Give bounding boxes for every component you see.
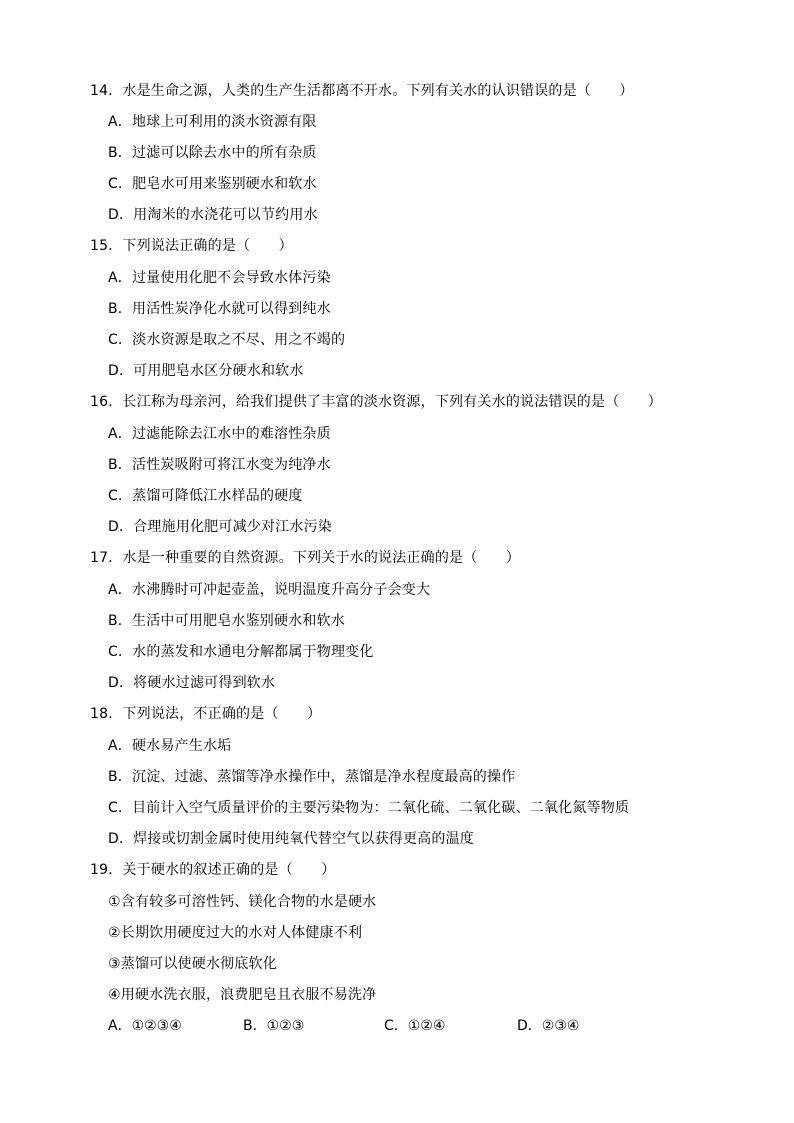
option-c: C．水的蒸发和水通电分解都属于物理变化 (108, 644, 374, 660)
statement-2: ②长期饮用硬度过大的水对人体健康不利 (108, 925, 363, 941)
question-stem: 15．下列说法正确的是（ ） (90, 238, 293, 254)
choice-b: B．①②③ (243, 1018, 305, 1034)
option-b: B．活性炭吸附可将江水变为纯净水 (108, 457, 331, 473)
option-c: C．淡水资源是取之不尽、用之不竭的 (108, 332, 346, 348)
option-b: B．用活性炭净化水就可以得到纯水 (108, 301, 331, 317)
option-c: C．蒸馏可降低江水样品的硬度 (108, 488, 303, 504)
choice-c: C．①②④ (384, 1018, 446, 1034)
question-stem: 19．关于硬水的叙述正确的是（ ） (90, 862, 336, 878)
question-stem: 18．下列说法，不正确的是（ ） (90, 706, 322, 722)
choice-a: A．①②③④ (108, 1018, 182, 1034)
option-a: A．过滤能除去江水中的难溶性杂质 (108, 426, 331, 442)
option-c: C．肥皂水可用来鉴别硬水和软水 (108, 176, 317, 192)
option-b: B．过滤可以除去水中的所有杂质 (108, 145, 317, 161)
statement-1: ①含有较多可溶性钙、镁化合物的水是硬水 (108, 894, 377, 910)
statement-4: ④用硬水洗衣服，浪费肥皂且衣服不易洗净 (108, 987, 377, 1003)
question-stem: 14．水是生命之源，人类的生产生活都离不开水。下列有关水的认识错误的是（ ） (90, 83, 634, 99)
statement-3: ③蒸馏可以使硬水彻底软化 (108, 956, 277, 972)
option-d: D．合理施用化肥可减少对江水污染 (108, 519, 332, 535)
option-c: C．目前计入空气质量评价的主要污染物为：二氧化硫、二氧化碳、二氧化氮等物质 (108, 800, 630, 816)
option-d: D．可用肥皂水区分硬水和软水 (108, 363, 304, 379)
option-a: A．过量使用化肥不会导致水体污染 (108, 270, 331, 286)
option-d: D．将硬水过滤可得到软水 (108, 675, 276, 691)
option-a: A．硬水易产生水垢 (108, 738, 232, 754)
option-a: A．水沸腾时可冲起壶盖，说明温度升高分子会变大 (108, 582, 431, 598)
option-d: D．用淘米的水浇花可以节约用水 (108, 207, 318, 223)
option-a: A．地球上可利用的淡水资源有限 (108, 114, 317, 130)
option-b: B．生活中可用肥皂水鉴别硬水和软水 (108, 613, 346, 629)
option-d: D．焊接或切割金属时使用纯氧代替空气以获得更高的温度 (108, 831, 474, 847)
option-b: B．沉淀、过滤、蒸馏等净水操作中，蒸馏是净水程度最高的操作 (108, 769, 516, 785)
question-stem: 17．水是一种重要的自然资源。下列关于水的说法正确的是（ ） (90, 550, 521, 566)
choice-d: D．②③④ (517, 1018, 580, 1034)
question-stem: 16．长江称为母亲河，给我们提供了丰富的淡水资源，下列有关水的说法错误的是（ ） (90, 394, 663, 410)
